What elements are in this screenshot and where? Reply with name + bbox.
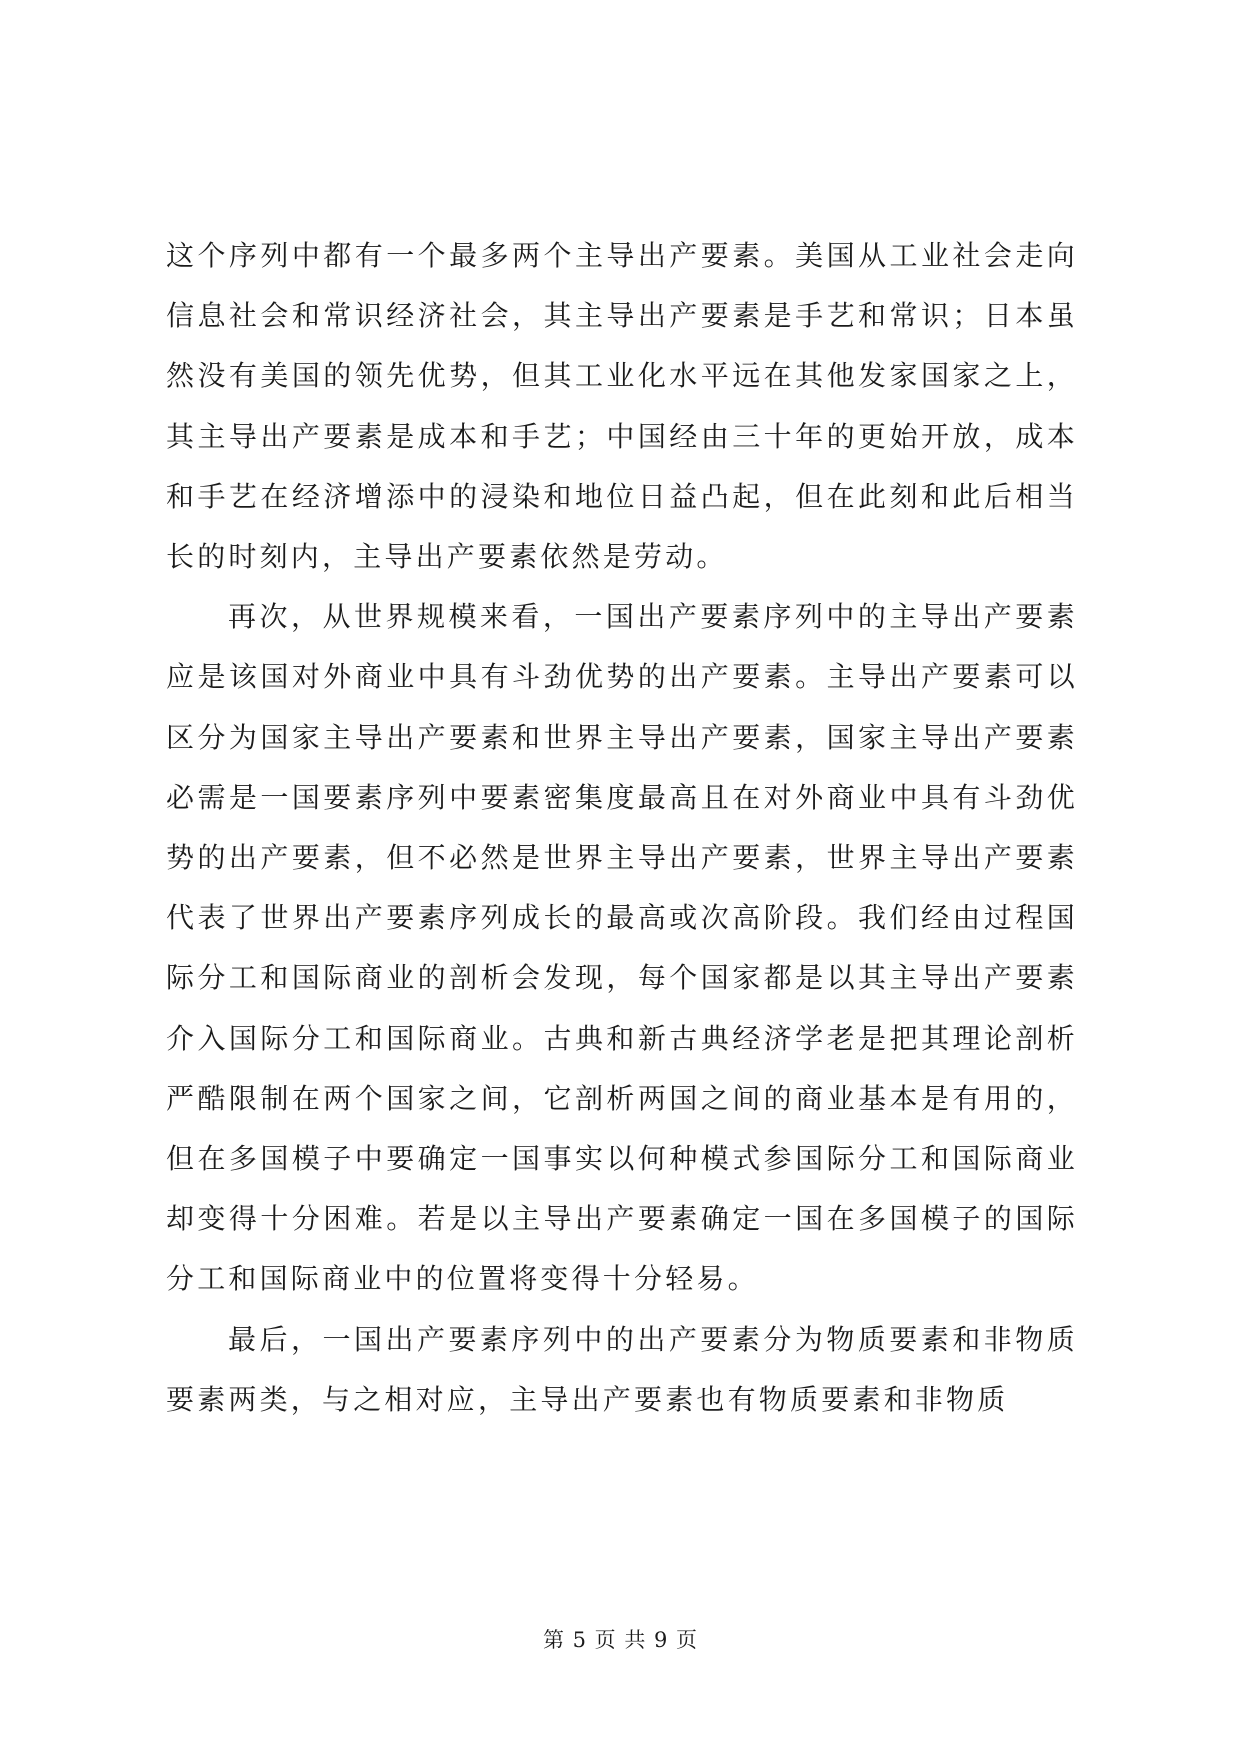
paragraph-3: 最后，一国出产要素序列中的出产要素分为物质要素和非物质要素两类，与之相对应，主导出产要素也有物质要素和非物质 bbox=[166, 1322, 1078, 1416]
page-footer: 第 5 页 共 9 页 bbox=[542, 1628, 699, 1652]
paragraph-1: 这个序列中都有一个最多两个主导出产要素。美国从工业社会走向信息社会和常识经济社会，其主导出产要素是手艺和常识；日本虽然没有美国的领先优势，但其工业化水平远在其他发家国家之上，其主导出产要素是成本和手艺；中国经由三十年的更始开放，成本和手艺在经济增添中的浸染和地位日益凸起，但在此刻和此后相当长的时刻内，主导出产要素依然是劳动。 bbox=[166, 239, 1078, 574]
document-body bbox=[166, 226, 1078, 1430]
paragraph-2: 再次，从世界规模来看，一国出产要素序列中的主导出产要素应是该国对外商业中具有斗劲优势的出产要素。主导出产要素可以区分为国家主导出产要素和世界主导出产要素，国家主导出产要素必需是一国要素序列中要素密集度最高且在对外商业中具有斗劲优势的出产要素，但不必然是世界主导出产要素，世界主导出产要素代表了世界出产要素序列成长的最高或次高阶段。我们经由过程国际分工和国际商业的剖析会发现，每个国家都是以其主导出产要素介入国际分工和国际商业。古典和新古典经济学老是把其理论剖析严酷限制在两个国家之间，它剖析两国之间的商业基本是有用的，但在多国模子中要确定一国事实以何种模式参国际分工和国际商业却变得十分困难。若是以主导出产要素确定一国在多国模子的国际分工和国际商业中的位置将变得十分轻易。 bbox=[166, 600, 1078, 1296]
